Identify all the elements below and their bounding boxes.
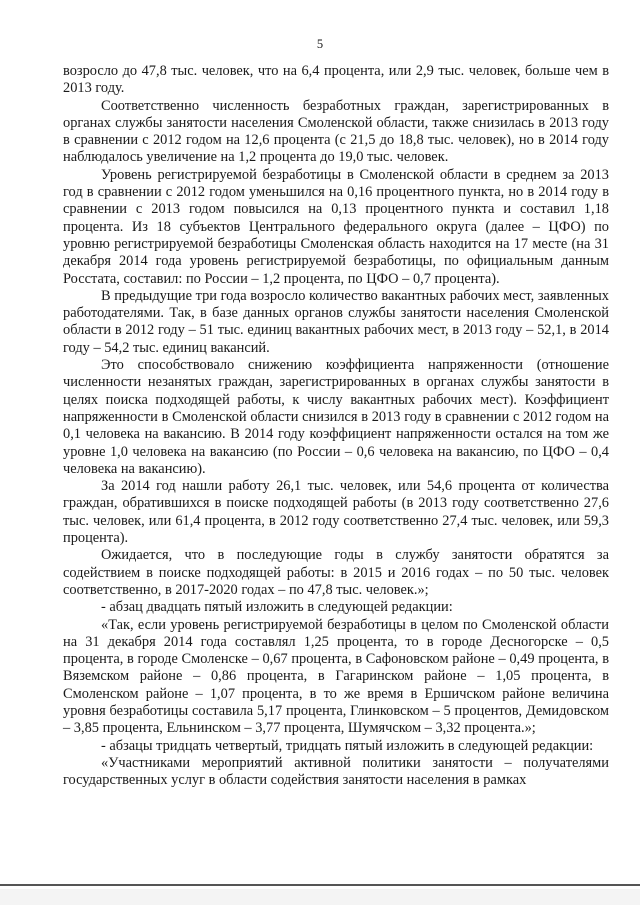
paragraph-tension-coefficient: Это способствовало снижению коэффициента напряженности (отношение численности незанятых граждан, зарегистрированных в органах службы занятости в целях поиска подходящей работы, к числу вакантных рабочих мест). Коэффициент напряженности в Смоленской области снизился в 2013 году в сравнении с 2012 годом на 0,1 человека на вакансию. В 2014 году коэффициент напряженности остался на том же уровне 1,0 человека на вакансию (по России – 0,6 человека на вакансию, по ЦФО – 0,4 человека на вакансию). — [63, 357, 609, 477]
scan-edge — [0, 889, 640, 905]
page-number: 5 — [316, 37, 324, 51]
paragraph-amendment-25: - абзац двадцать пятый изложить в следующей редакции: — [101, 599, 453, 616]
scan-border-line — [0, 884, 640, 886]
paragraph-forecast: Ожидается, что в последующие годы в службу занятости обратятся за содействием в поиске подходящей работы: в 2015 и 2016 годах – по 50 тыс. человек соответственно, в 2017-2020 годах – по 47,8 тыс. человек.»; — [63, 547, 609, 598]
paragraph-unemployment-rate: Уровень регистрируемой безработицы в Смоленской области в среднем за 2013 год в сравнении с 2012 годом уменьшился на 0,16 процентного пункта, но в 2014 году в сравнении с 2013 годом повысился на 0,13 процентного пункта и составил 1,18 процента. Из 18 субъектов Центрального федерального округа (далее – ЦФО) по уровню регистрируемой безработицы Смоленская область находится на 17 месте (на 31 декабря 2014 года уровень регистрируемой безработицы, по официальным данным Росстата, составил: по России – 1,2 процента, по ЦФО – 0,7 процента). — [63, 166, 609, 287]
document-body — [63, 63, 609, 789]
paragraph-vacancies: В предыдущие три года возросло количество вакантных рабочих мест, заявленных работодателями. Так, в базе данных органов службы занятости населения Смоленской области в 2012 году – 51 тыс. единиц вакантных рабочих мест, в 2013 году – 52,1, в 2014 году – 54,2 тыс. единиц вакансий. — [63, 287, 609, 356]
paragraph-continuation: возросло до 47,8 тыс. человек, что на 6,4 процента, или 2,9 тыс. человек, больше чем в 2013 году. — [63, 63, 609, 97]
paragraph-participants: «Участниками мероприятий активной политики занятости – получателями государственных услуг в области содействия занятости населения в рамках — [63, 754, 609, 789]
paragraph-amendment-34-35: - абзацы тридцать четвертый, тридцать пятый изложить в следующей редакции: — [101, 737, 594, 754]
paragraph-unemployed-registered: Соответственно численность безработных граждан, зарегистрированных в органах службы занятости населения Смоленской области, также снизилась в 2013 году в сравнении с 2012 годом на 12,6 процента (с 21,5 до 18,8 тыс. человек), но в 2014 году наблюдалось увеличение на 1,2 процента до 19,0 тыс. человек. — [63, 97, 609, 166]
paragraph-found-work: За 2014 год нашли работу 26,1 тыс. человек, или 54,6 процента от количества граждан, обратившихся в поиске подходящей работы (в 2013 году соответственно 27,6 тыс. человек, или 61,4 процента, в 2012 году соответственно 27,4 тыс. человек, или 59,3 процента). — [63, 478, 609, 547]
paragraph-regional-rates: «Так, если уровень регистрируемой безработицы в целом по Смоленской области на 31 декабря 2014 года составлял 1,25 процента, то в городе Десногорске – 0,5 процента, в городе Смоленске – 0,67 процента, в Сафоновском районе – 0,49 процента, в Вяземском районе – 0,86 процента, в Гагаринском районе – 1,05 процента, в Смоленском районе – 1,07 процента, в то же время в Ершичском районе величина уровня безработицы составила 5,17 процента, Глинковском – 5 процентов, Демидовском – 3,85 процента, Ельнинском – 3,77 процента, Шумячском – 3,32 процента.»; — [63, 616, 609, 737]
